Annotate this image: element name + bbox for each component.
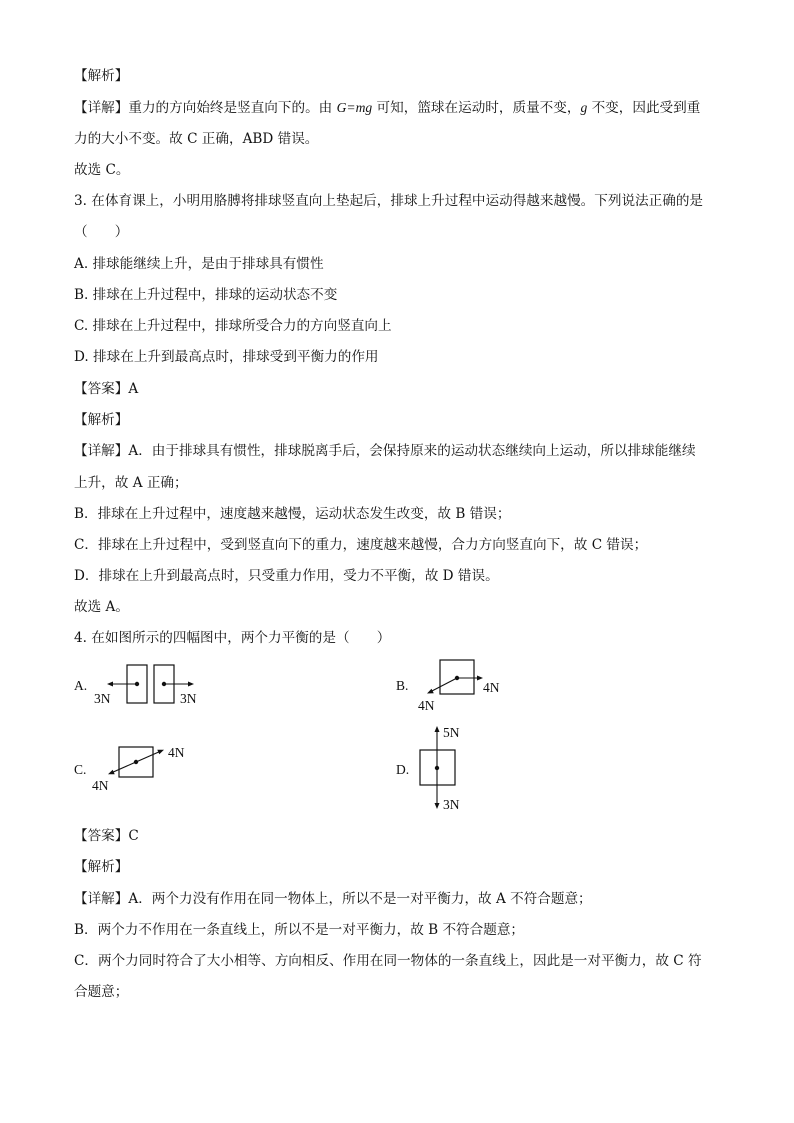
figure-b-diagram [410,650,520,716]
detail-d: D．排球在上升到最高点时，只受重力作用，受力不平衡，故 D 错误。 [74,568,499,584]
detail-text-b: 可知，篮球在运动时，质量不变， [372,100,581,116]
analysis-heading-2: 【解析】 [74,412,129,428]
figure-a-arrowhead-left [107,682,113,687]
figure-c-arrowhead-up-right [157,750,164,755]
question-3-stem: 3. 在体育课上，小明用胳膊将排球竖直向上垫起后，排球上升过程中运动得越来越慢。下列说法正确的是 [74,193,704,209]
detail-4c: C．两个力同时符合了大小相等、方向相反、作用在同一物体的一条直线上，因此是一对平衡力，故 C 符 [74,953,702,969]
figure-d-letter: D. [396,762,410,777]
figure-d-diagram [410,720,500,816]
formula-g-mg: G=mg [336,100,373,115]
figure-b-force1-label: 4N [483,680,500,695]
answer-choice-c: 故选 C。 [74,162,130,178]
detail-c: C．排球在上升过程中，受到竖直向下的重力，速度越来越慢，合力方向竖直向下，故 C 错误； [74,537,648,553]
figure-d-arrowhead-up [435,726,440,732]
analysis-heading-1: 【解析】 [74,68,129,84]
question-4-stem: 4. 在如图所示的四幅图中，两个力平衡的是（ ） [74,630,391,646]
figure-a-diagram [88,655,218,715]
analysis-heading-3: 【解析】 [74,859,129,875]
figure-a-right-force-label: 3N [180,691,197,706]
question-3-answer: 【答案】A [74,381,139,397]
figure-c-diagram [88,740,198,796]
question-3-option-b: B. 排球在上升过程中，排球的运动状态不变 [74,287,338,303]
figure-c-arrowhead-down-left [108,770,115,775]
question-3-option-a: A. 排球能继续上升，是由于排球具有惯性 [74,256,324,272]
figure-a-left-force-label: 3N [94,691,111,706]
detail-text-a: 【详解】重力的方向始终是竖直向下的。由 [74,100,337,116]
figure-c-arrow-up-right [136,751,161,762]
figure-a-letter: A. [74,678,88,693]
detail-4b: B．两个力不作用在一条直线上，所以不是一对平衡力，故 B 不符合题意； [74,922,525,938]
detail-paragraph-1-cont: 力的大小不变。故 C 正确，ABD 错误。 [74,131,319,147]
figure-c-arrow-down-left [111,762,136,773]
answer-choice-a: 故选 A。 [74,599,129,615]
figure-b-arrow-down-left [430,678,457,692]
detail-paragraph-1 [74,99,700,117]
figure-c-letter: C. [74,762,87,777]
detail-b: B．排球在上升过程中，速度越来越慢，运动状态发生改变，故 B 错误； [74,506,511,522]
figure-c-force2-label: 4N [92,778,109,793]
figure-a-arrowhead-right [188,682,194,687]
question-4-answer: 【答案】C [74,828,139,844]
figure-d-down-force-label: 3N [443,797,460,812]
detail-4c-cont: 合题意； [74,984,129,1000]
figure-c-force1-label: 4N [168,745,185,760]
detail-paragraph-2: 【详解】A．由于排球具有惯性，排球脱离手后，会保持原来的运动状态继续向上运动，所以排球能继续 [74,443,696,459]
figure-b-force2-label: 4N [418,698,435,713]
question-3-blank: （ ） [74,224,129,240]
symbol-g: g [580,100,588,115]
figure-b-letter: B. [396,678,409,693]
question-3-option-c: C. 排球在上升过程中，排球所受合力的方向竖直向上 [74,318,392,334]
detail-paragraph-3: 【详解】A．两个力没有作用在同一物体上，所以不是一对平衡力，故 A 不符合题意； [74,891,592,907]
detail-paragraph-2-cont: 上升，故 A 正确； [74,475,188,491]
figure-d-arrowhead-down [435,803,440,809]
figure-d-up-force-label: 5N [443,725,460,740]
question-3-option-d: D. 排球在上升到最高点时，排球受到平衡力的作用 [74,349,379,365]
detail-text-c: 不变，因此受到重 [587,100,701,116]
